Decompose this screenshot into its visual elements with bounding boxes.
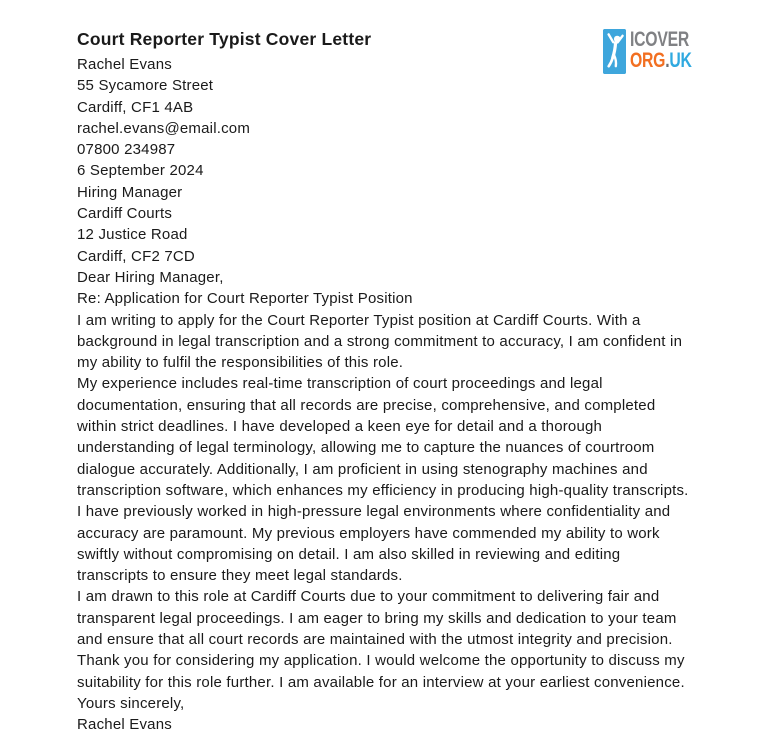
letter-date: 6 September 2024 — [77, 162, 204, 180]
closing: Yours sincerely, — [77, 694, 185, 712]
recipient-organisation: Cardiff Courts — [77, 205, 173, 223]
recipient-city: Cardiff, CF2 7CD — [77, 247, 195, 265]
logo-text-org: ORG — [630, 49, 666, 72]
signature-name: Rachel Evans — [77, 716, 172, 734]
subject-line: Re: Application for Court Reporter Typist Position — [77, 290, 413, 308]
salutation: Dear Hiring Manager, — [77, 268, 224, 286]
logo-text-icover: ICOVER — [630, 28, 690, 51]
sender-email: rachel.evans@email.com — [77, 119, 251, 137]
recipient-street: 12 Justice Road — [77, 226, 188, 244]
paragraph-experience: My experience includes real-time transcription of court proceedings and legal documentation, ensuring that all records are precise, comprehensive, and completed within strict deadlines. I have developed a keen eye for detail and a thorough understanding of legal terminology, allowing me to capture the nuances of courtroom dialogue accurately. Additionally, I am proficient in using stenography machines and transcription software, which enhances my efficiency in producing high-quality transcripts. — [77, 375, 689, 499]
page-title: Court Reporter Typist Cover Letter — [77, 29, 372, 49]
recipient-contact: Hiring Manager — [77, 183, 183, 201]
paragraph-thanks: Thank you for considering my application. I would welcome the opportunity to discuss my suitability for this role further. I am available for an interview at your earliest convenience. — [77, 652, 685, 691]
paragraph-introduction: I am writing to apply for the Court Reporter Typist position at Cardiff Courts. With a background in legal transcription and a strong commitment to accuracy, I am confident in my ability to fulfil the responsibilities of this role. — [77, 311, 683, 372]
sender-name: Rachel Evans — [77, 56, 172, 73]
paragraph-motivation: I am drawn to this role at Cardiff Courts due to your commitment to delivering fair and transparent legal proceedings. I am eager to bring my skills and dedication to your team and ensure that all court records are maintained with the utmost integrity and precision. — [77, 588, 677, 649]
sender-street: 55 Sycamore Street — [77, 77, 214, 95]
sender-city: Cardiff, CF1 4AB — [77, 98, 194, 116]
letter-body — [77, 54, 692, 736]
logo-text-uk: UK — [669, 49, 692, 72]
letter-content — [77, 27, 692, 736]
logo-text-dot: . — [665, 49, 670, 72]
paragraph-skills: I have previously worked in high-pressure legal environments where confidentiality and accuracy are paramount. My previous employers have commended my ability to work swiftly without compromising on detail. I am also skilled in reviewing and editing transcripts to ensure they meet legal standards. — [77, 503, 671, 585]
sender-phone: 07800 234987 — [77, 141, 176, 159]
